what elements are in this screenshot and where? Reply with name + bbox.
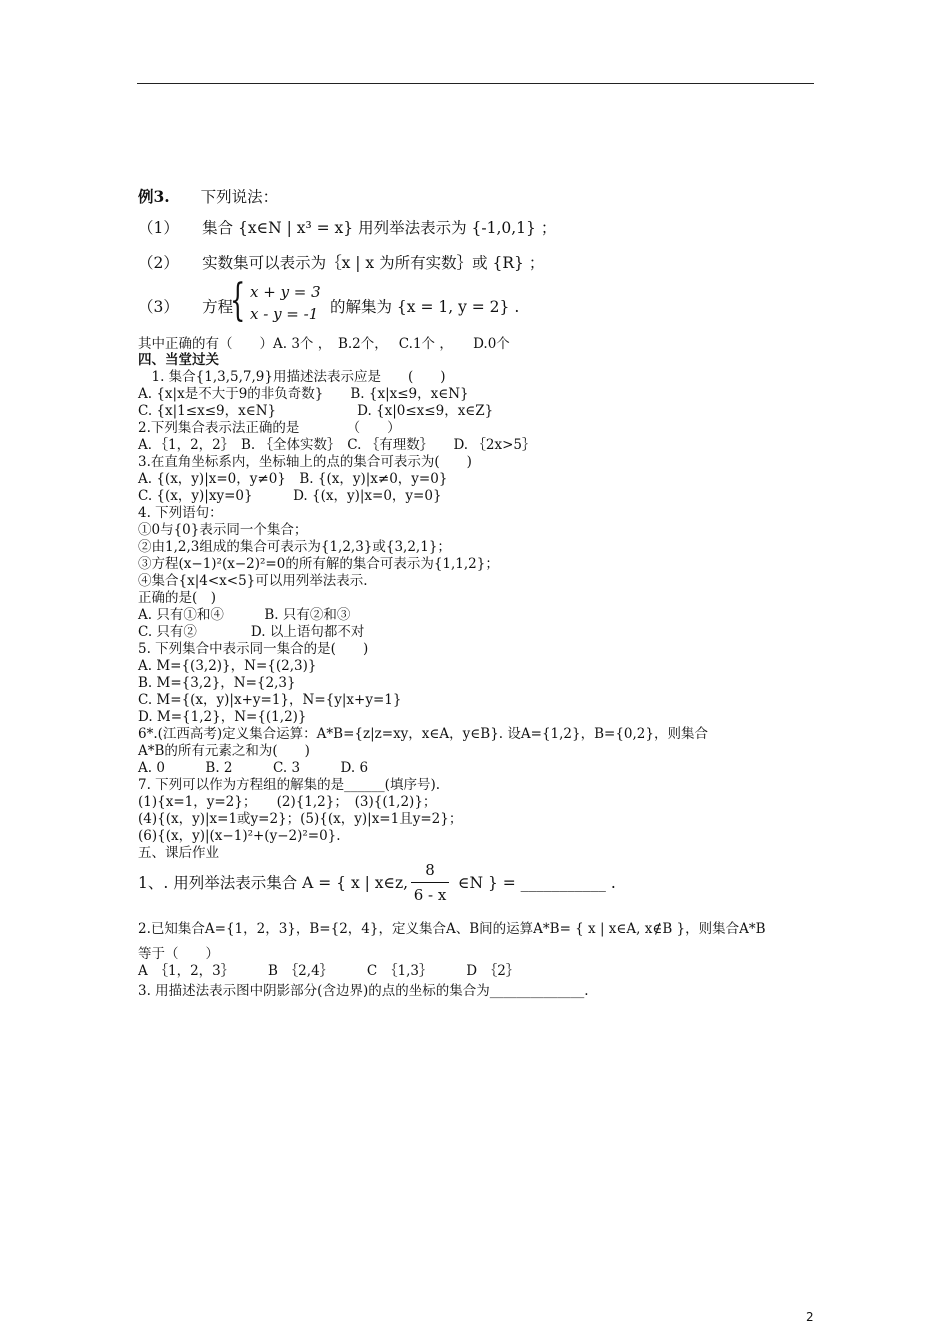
s4-line: 3.在直角坐标系内，坐标轴上的点的集合可表示为( )	[138, 454, 472, 470]
s4-line: ③方程(x−1)²(x−2)²=0的所有解的集合可表示为{1,1,2}；	[138, 556, 499, 572]
hw-q2-line-1: 2.已知集合A={1，2，3}，B={2，4}，定义集合A、B间的运算A*B= { x | x∈A, x∉B }，则集合A*B	[138, 921, 766, 937]
hw-q1-left: 1、. 用列举法表示集合 A = { x | x∈z,	[138, 874, 409, 892]
s4-line: 2.下列集合表示法正确的是 （ ）	[138, 420, 401, 436]
example-heading	[138, 187, 278, 207]
system-brace: {	[230, 275, 246, 326]
s4-line: C. {x|1≤x≤9，x∈N} D. {x|0≤x≤9，x∈Z}	[138, 403, 494, 419]
s4-line: D. M={1,2}，N={(1,2)}	[138, 709, 307, 725]
fraction-denominator: 6 - x	[413, 886, 447, 904]
fraction-numerator: 8	[425, 861, 435, 879]
hw-q1-fraction	[411, 860, 449, 905]
example-lead: 下列说法：	[200, 188, 279, 206]
s4-line: C. M={(x，y)|x+y=1}，N={y|x+y=1}	[138, 692, 402, 708]
s4-line: (1){x=1，y=2}； (2){1,2}； (3){(1,2)}；	[138, 794, 437, 810]
s4-line: C. {(x，y)|xy=0} D. {(x，y)|x=0，y=0}	[138, 488, 442, 504]
s4-line: (4){(x，y)|x=1或y=2}；(5){(x，y)|x=1且y=2}；	[138, 811, 463, 827]
s4-line: (6){(x，y)|(x−1)²+(y−2)²=0}.	[138, 828, 341, 844]
example-item-2: （2） 实数集可以表示为｛x | x 为所有实数｝或 {R} ；	[138, 254, 545, 272]
s4-line: A. {(x，y)|x=0，y≠0} B. {(x，y)|x≠0，y=0}	[138, 471, 448, 487]
s4-line: A．｛1，2，2｝ B. ｛全体实数｝ C. ｛有理数｝ D. ｛2x>5｝	[138, 437, 536, 453]
s4-line: 7. 下列可以作为方程组的解集的是______(填序号).	[138, 777, 440, 793]
header-rule	[137, 83, 814, 84]
s4-line: A. 0 B. 2 C. 3 D. 6	[138, 760, 369, 776]
s4-line: ④集合{x|4<x<5}可以用列举法表示.	[138, 573, 368, 589]
system-eq-1: x + y = 3	[250, 283, 321, 301]
s4-line: 正确的是( )	[138, 590, 217, 606]
s4-line: ②由1,2,3组成的集合可表示为{1,2,3}或{3,2,1}；	[138, 539, 451, 555]
section-4-title: 四、当堂过关	[138, 352, 219, 368]
s4-line: B. M={3,2}，N={2,3}	[138, 675, 296, 691]
page-number: 2	[806, 1310, 814, 1324]
example-item-3-rest: 的解集为 {x = 1, y = 2} .	[330, 298, 520, 316]
hw-q3: 3. 用描述法表示图中阴影部分(含边界)的点的坐标的集合为______________.	[138, 983, 589, 999]
s4-line: 4. 下列语句：	[138, 505, 223, 521]
s4-line: 1. 集合{1,3,5,7,9}用描述法表示应是 ( )	[138, 369, 446, 385]
fraction-bar	[411, 882, 449, 883]
system-eq-2: x - y = -1	[250, 305, 319, 323]
s4-line: C. 只有② D. 以上语句都不对	[138, 624, 365, 640]
s4-line: ①0与{0}表示同一个集合；	[138, 522, 308, 538]
s4-line: A*B的所有元素之和为( )	[138, 743, 310, 759]
section-5-title: 五、课后作业	[138, 845, 219, 861]
example-item-3-label: （3） 方程	[138, 298, 234, 316]
example-item-1: （1） 集合 {x∈N | x³ = x} 用列举法表示为 {-1,0,1} ；	[138, 219, 557, 237]
example-label: 例3.	[138, 187, 170, 206]
s4-line: A. 只有①和④ B. 只有②和③	[138, 607, 351, 623]
s4-line: A. {x|x是不大于9的非负奇数} B. {x|x≤9，x∈N}	[138, 386, 469, 402]
s4-line: 6*.(江西高考)定义集合运算：A*B={z|z=xy，x∈A，y∈B}. 设A={1,2}，B={0,2}，则集合	[138, 726, 708, 742]
s4-line: A. M={(3,2)}，N={(2,3)}	[138, 658, 317, 674]
hw-q2-line-2: 等于（ ）	[138, 946, 219, 962]
hw-q1-right: ∈N } = ___________ .	[458, 874, 616, 892]
example-answer-line: 其中正确的有（ ）A. 3个 ， B.2个， C.1个 ， D.0个	[138, 336, 510, 352]
hw-q2-options: A ｛1，2，3｝ B ｛2,4｝ C ｛1,3｝ D ｛2｝	[138, 963, 520, 979]
s4-line: 5. 下列集合中表示同一集合的是( )	[138, 641, 369, 657]
